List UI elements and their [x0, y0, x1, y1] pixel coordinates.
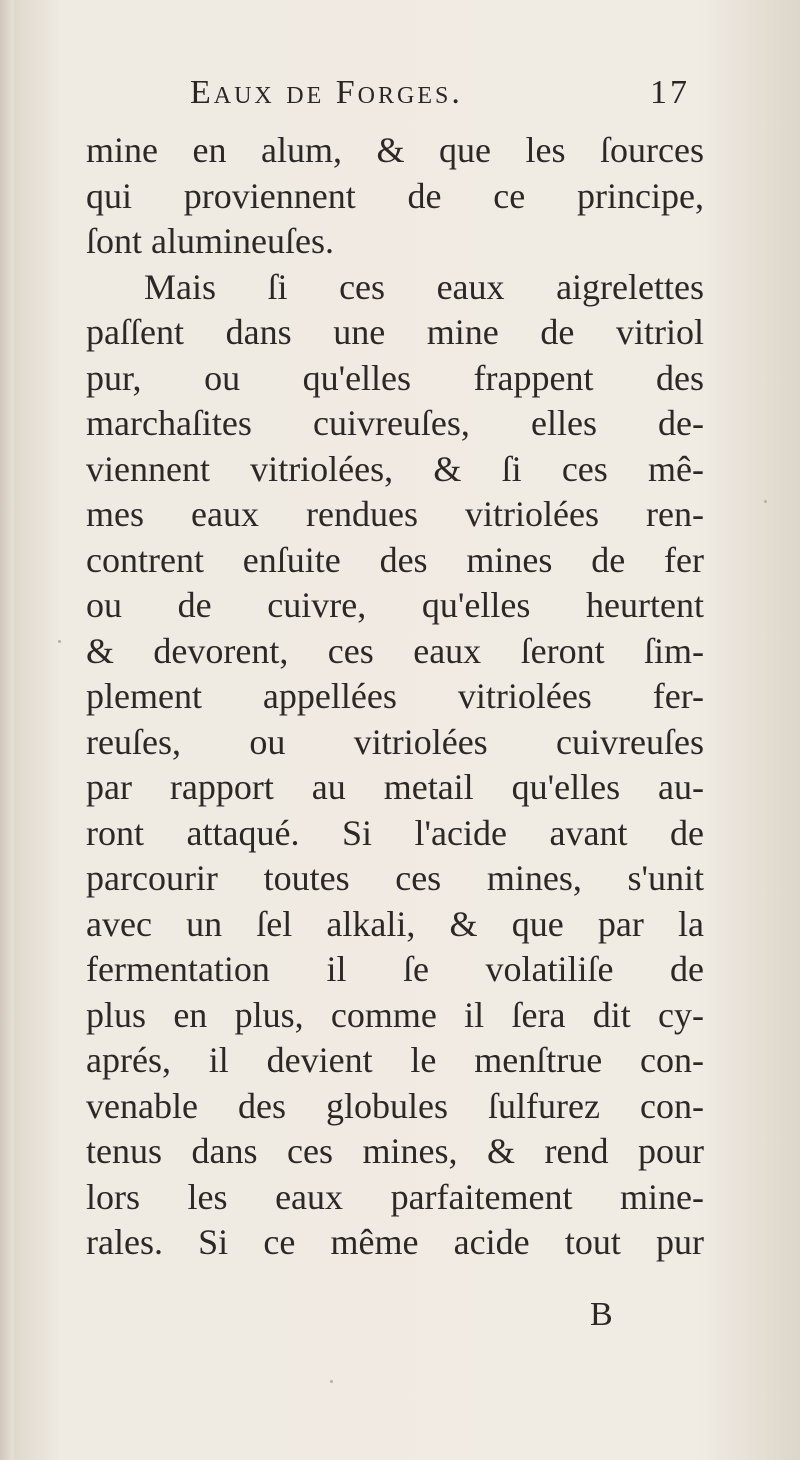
text-line: & devorent, ces eaux ſeront ſim- [86, 630, 704, 671]
text-line: paſſent dans une mine de vitriol [86, 312, 704, 352]
body-text [86, 128, 704, 1266]
text-line: mes eaux rendues vitriolées ren- [86, 494, 704, 534]
text-line: parcourir toutes ces mines, s'unit [86, 858, 704, 898]
running-title: Eaux de Forges. [190, 74, 463, 111]
paper-speck [330, 1380, 333, 1383]
text-line: avec un ſel alkali, & que par la [86, 903, 704, 944]
page-number: 17 [650, 74, 690, 111]
paper-speck [58, 640, 61, 643]
text-line: reuſes, ou vitriolées cuivreuſes [86, 721, 704, 762]
paper-speck [764, 500, 767, 503]
text-line: tenus dans ces mines, & rend pour [86, 1131, 704, 1171]
text-line: fermentation il ſe volatiliſe de [86, 949, 704, 989]
page-header [190, 74, 690, 124]
text-line: venable des globules ſulfurez con- [86, 1085, 704, 1126]
text-line: par rapport au metail qu'elles au- [86, 767, 704, 807]
signature-mark: B [590, 1296, 613, 1333]
text-line: Mais ſi ces eaux aigrelettes [144, 266, 704, 307]
text-line: viennent vitriolées, & ſi ces mê- [86, 448, 704, 489]
text-line: pur, ou qu'elles frappent des [86, 357, 704, 398]
text-line: plus en plus, comme il ſera dit cy- [86, 994, 704, 1035]
text-line: marchaſites cuivreuſes, elles de- [86, 403, 704, 443]
text-line: lors les eaux parfaitement mine- [86, 1176, 704, 1217]
page-gutter [0, 0, 14, 1460]
text-line: plement appellées vitriolées fer- [86, 676, 704, 716]
text-line: ront attaqué. Si l'acide avant de [86, 812, 704, 853]
text-line: qui proviennent de ce principe, [86, 175, 704, 216]
text-line: mine en alum, & que les ſources [86, 130, 704, 170]
text-line: aprés, il devient le menſtrue con- [86, 1040, 704, 1080]
text-line: contrent enſuite des mines de fer [86, 539, 704, 580]
text-line: ſont alumineuſes. [86, 221, 334, 261]
text-line: rales. Si ce même acide tout pur [86, 1222, 704, 1262]
text-line: ou de cuivre, qu'elles heurtent [86, 585, 704, 625]
